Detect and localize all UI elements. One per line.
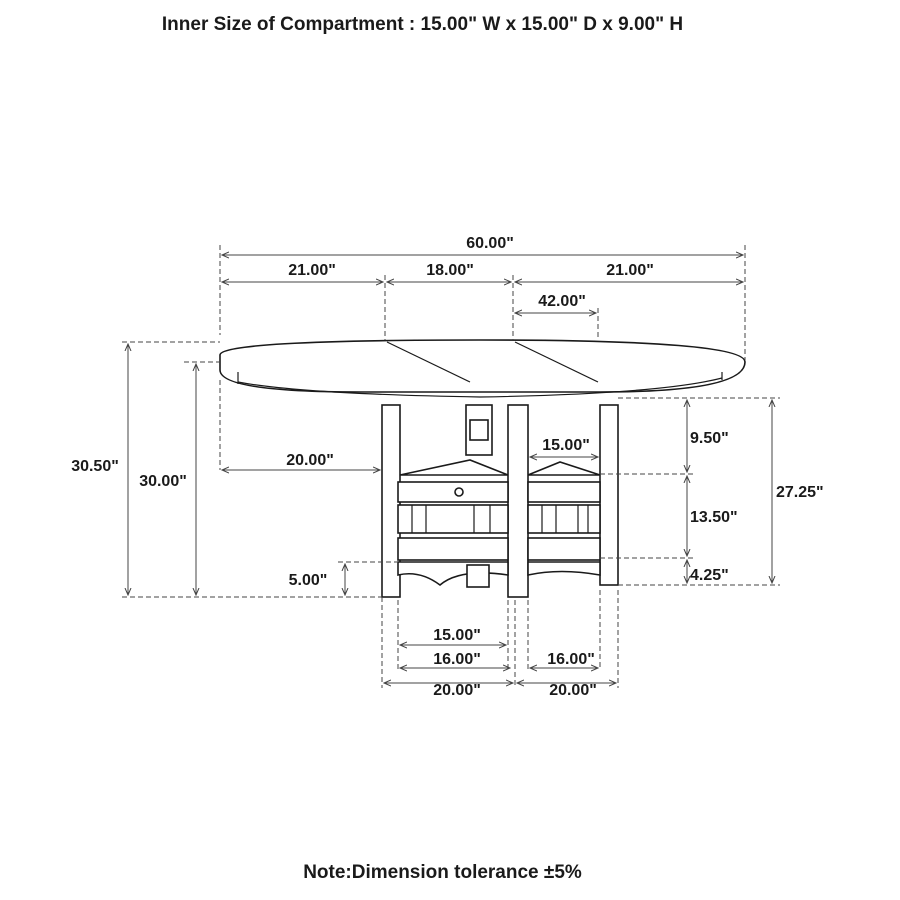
- cabinet-height-label: 13.50": [690, 509, 738, 526]
- foot-height-label: 5.00": [288, 572, 328, 589]
- drawer-knob: [455, 488, 463, 496]
- apron-to-pedestal-label: 20.00": [286, 452, 334, 469]
- right-dimensions: [600, 398, 824, 585]
- top-right-segment-label: 21.00": [606, 262, 654, 279]
- tabletop: [220, 340, 745, 392]
- base-height-right-label: 4.25": [690, 567, 729, 584]
- base-height-label: 30.00": [139, 473, 187, 490]
- compartment-width-label: 15.00": [542, 437, 590, 454]
- top-right-offset-label: 42.00": [538, 293, 586, 310]
- mid-base-right-label: 16.00": [547, 651, 595, 668]
- compartment-dimension: [530, 437, 598, 457]
- drawer-front: [398, 482, 508, 502]
- overall-height-label: 30.50": [71, 458, 119, 475]
- top-left-segment-label: 21.00": [288, 262, 336, 279]
- mid-base-left-label: 16.00": [433, 651, 481, 668]
- overall-width-label: 60.00": [466, 235, 514, 252]
- upper-clearance-label: 9.50": [690, 430, 729, 447]
- inner-base-left-label: 15.00": [433, 627, 481, 644]
- top-middle-segment-label: 18.00": [426, 262, 474, 279]
- pedestal-height-label: 27.25": [776, 484, 824, 501]
- tolerance-note: Note:Dimension tolerance ±5%: [303, 862, 582, 883]
- bottom-dimensions: [382, 590, 618, 699]
- middle-leg: [508, 405, 528, 597]
- outer-base-right-label: 20.00": [549, 682, 597, 699]
- outer-base-left-label: 20.00": [433, 682, 481, 699]
- compartment-size-title: Inner Size of Compartment : 15.00" W x 15.00" D x 9.00" H: [161, 14, 684, 35]
